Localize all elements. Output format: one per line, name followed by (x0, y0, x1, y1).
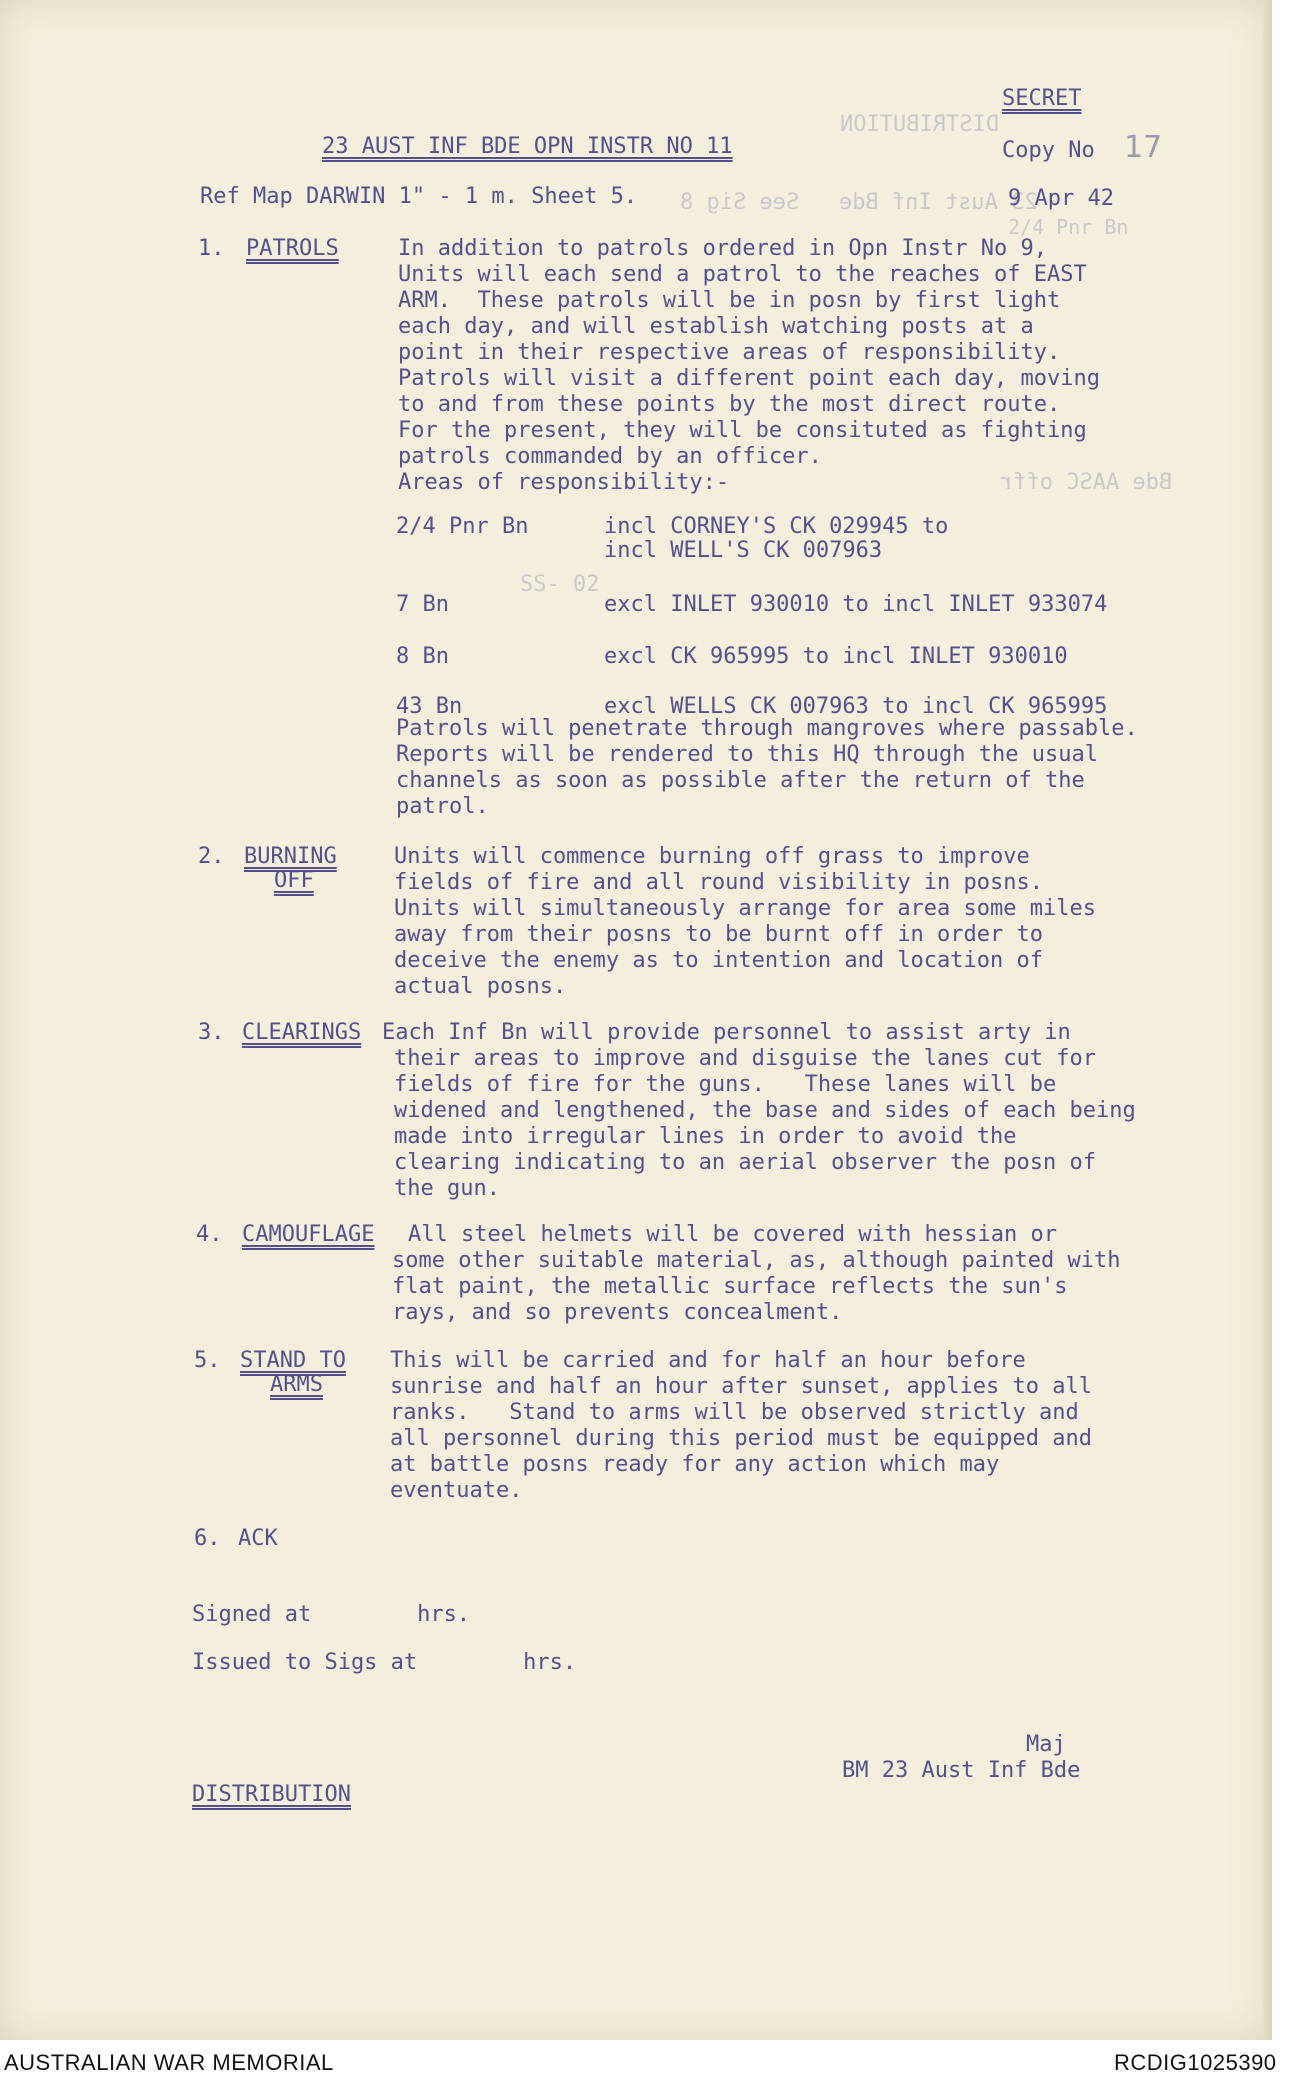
text-line: Patrols will visit a different point each day, moving (398, 366, 1100, 391)
copy-number-label: Copy No (1002, 138, 1095, 163)
unit-area: incl CORNEY'S CK 029945 to (604, 514, 949, 539)
text-line: rays, and so prevents concealment. (392, 1300, 843, 1325)
text-line: Units will each send a patrol to the reaches of EAST (398, 262, 1087, 287)
signature-rank: Maj (1026, 1732, 1066, 1757)
text-line: Units will simultaneously arrange for area some miles (394, 896, 1096, 921)
text-line: patrols commanded by an officer. (398, 444, 822, 469)
unit-name: 2/4 Pnr Bn (396, 514, 529, 539)
para-5-number: 5. (194, 1348, 221, 1373)
para-6-text: ACK (238, 1526, 278, 1551)
para-5-heading-line2: ARMS (270, 1372, 323, 1397)
text-line: Patrols will penetrate through mangroves where passable. (396, 716, 1138, 741)
document-date: 9 Apr 42 (1008, 186, 1114, 211)
bleed-through-text: 23 Aust Inf Bde See Sig 8 (680, 190, 1038, 215)
para-6-number: 6. (194, 1526, 221, 1551)
para-5-heading: STAND TO (240, 1348, 346, 1373)
text-line: channels as soon as possible after the return of the (396, 768, 1085, 793)
para-2-body (394, 844, 1096, 1000)
signature-block: BM 23 Aust Inf Bde (842, 1758, 1081, 1783)
unit-name: 8 Bn (396, 644, 449, 669)
unit-name: 7 Bn (396, 592, 449, 617)
text-line: Units will commence burning off grass to improve (394, 844, 1030, 869)
para-3-body (382, 1020, 1136, 1202)
text-line: For the present, they will be consituted as fighting (398, 418, 1087, 443)
text-line: ARM. These patrols will be in posn by first light (398, 288, 1061, 313)
text-line: away from their posns to be burnt off in order to (394, 922, 1044, 947)
unit-area: excl INLET 930010 to incl INLET 933074 (604, 592, 1108, 617)
text-line: flat paint, the metallic surface reflects the sun's (392, 1274, 1068, 1299)
text-line: This will be carried and for half an hour before (390, 1348, 1026, 1373)
text-line: some other suitable material, as, although painted with (392, 1248, 1121, 1273)
signed-line: Signed at hrs. (192, 1602, 471, 1627)
footer-reference-id: RCDIG1025390 (1114, 2050, 1277, 2075)
text-line: fields of fire and all round visibility in posns. (394, 870, 1044, 895)
para-1-heading: PATROLS (246, 236, 339, 261)
para-1-body (398, 236, 1100, 496)
bleed-through-text: 2/4 Pnr Bn (1008, 215, 1129, 239)
bleed-through-text: Bde AASC offr (1000, 470, 1173, 495)
text-line: each day, and will establish watching posts at a (398, 314, 1034, 339)
issued-line: Issued to Sigs at hrs. (192, 1650, 577, 1675)
distribution-heading: DISTRIBUTION (192, 1782, 351, 1807)
para-1-number: 1. (198, 236, 225, 261)
bleed-through-text: DISTRIBUTION (840, 112, 999, 137)
para-5-body (390, 1348, 1092, 1504)
secret-marking: SECRET (1002, 86, 1082, 111)
text-line: deceive the enemy as to intention and location of (394, 948, 1044, 973)
text-line: ranks. Stand to arms will be observed strictly and (390, 1400, 1079, 1425)
text-line: Reports will be rendered to this HQ through the usual (396, 742, 1098, 767)
para-4-heading: CAMOUFLAGE (242, 1222, 375, 1247)
text-line: eventuate. (390, 1478, 523, 1503)
text-line: patrol. (396, 794, 489, 819)
text-line: the gun. (394, 1176, 500, 1201)
para-4-body (392, 1222, 1121, 1326)
document-title: 23 AUST INF BDE OPN INSTR NO 11 (322, 134, 733, 159)
text-line: made into irregular lines in order to avoid the (394, 1124, 1017, 1149)
unit-name: 43 Bn (396, 694, 463, 719)
patrol-followup (396, 716, 1138, 820)
text-line: point in their respective areas of responsibility. (398, 340, 1061, 365)
text-line: widened and lengthened, the base and sides of each being (394, 1098, 1136, 1123)
para-3-heading: CLEARINGS (242, 1020, 362, 1045)
text-line: actual posns. (394, 974, 567, 999)
text-line: to and from these points by the most direct route. (398, 392, 1061, 417)
text-line: sunrise and half an hour after sunset, applies to all (390, 1374, 1092, 1399)
para-4-number: 4. (196, 1222, 223, 1247)
unit-area: excl WELLS CK 007963 to incl CK 965995 (604, 694, 1108, 719)
reference-map: Ref Map DARWIN 1" - 1 m. Sheet 5. (200, 184, 638, 209)
bleed-through-text: SS- 02 (520, 572, 600, 597)
para-2-heading-line2: OFF (274, 868, 314, 893)
text-line: Areas of responsibility:- (398, 470, 730, 495)
para-3-number: 3. (198, 1020, 225, 1045)
page-edge (1262, 0, 1272, 2040)
copy-number-value: 17 (1124, 130, 1163, 165)
text-line: clearing indicating to an aerial observer the posn of (394, 1150, 1096, 1175)
text-line: All steel helmets will be covered with hessian or (408, 1222, 1058, 1247)
footer-source: AUSTRALIAN WAR MEMORIAL (4, 2050, 334, 2075)
text-line: at battle posns ready for any action which may (390, 1452, 1000, 1477)
text-line: fields of fire for the guns. These lanes will be (394, 1072, 1057, 1097)
text-line: all personnel during this period must be equipped and (390, 1426, 1092, 1451)
para-2-heading: BURNING (244, 844, 337, 869)
text-line: Each Inf Bn will provide personnel to assist arty in (382, 1020, 1071, 1045)
unit-area: incl WELL'S CK 007963 (604, 538, 883, 563)
unit-area: excl CK 965995 to incl INLET 930010 (604, 644, 1068, 669)
para-2-number: 2. (198, 844, 225, 869)
text-line: their areas to improve and disguise the lanes cut for (394, 1046, 1096, 1071)
text-line: In addition to patrols ordered in Opn Instr No 9, (398, 236, 1048, 261)
